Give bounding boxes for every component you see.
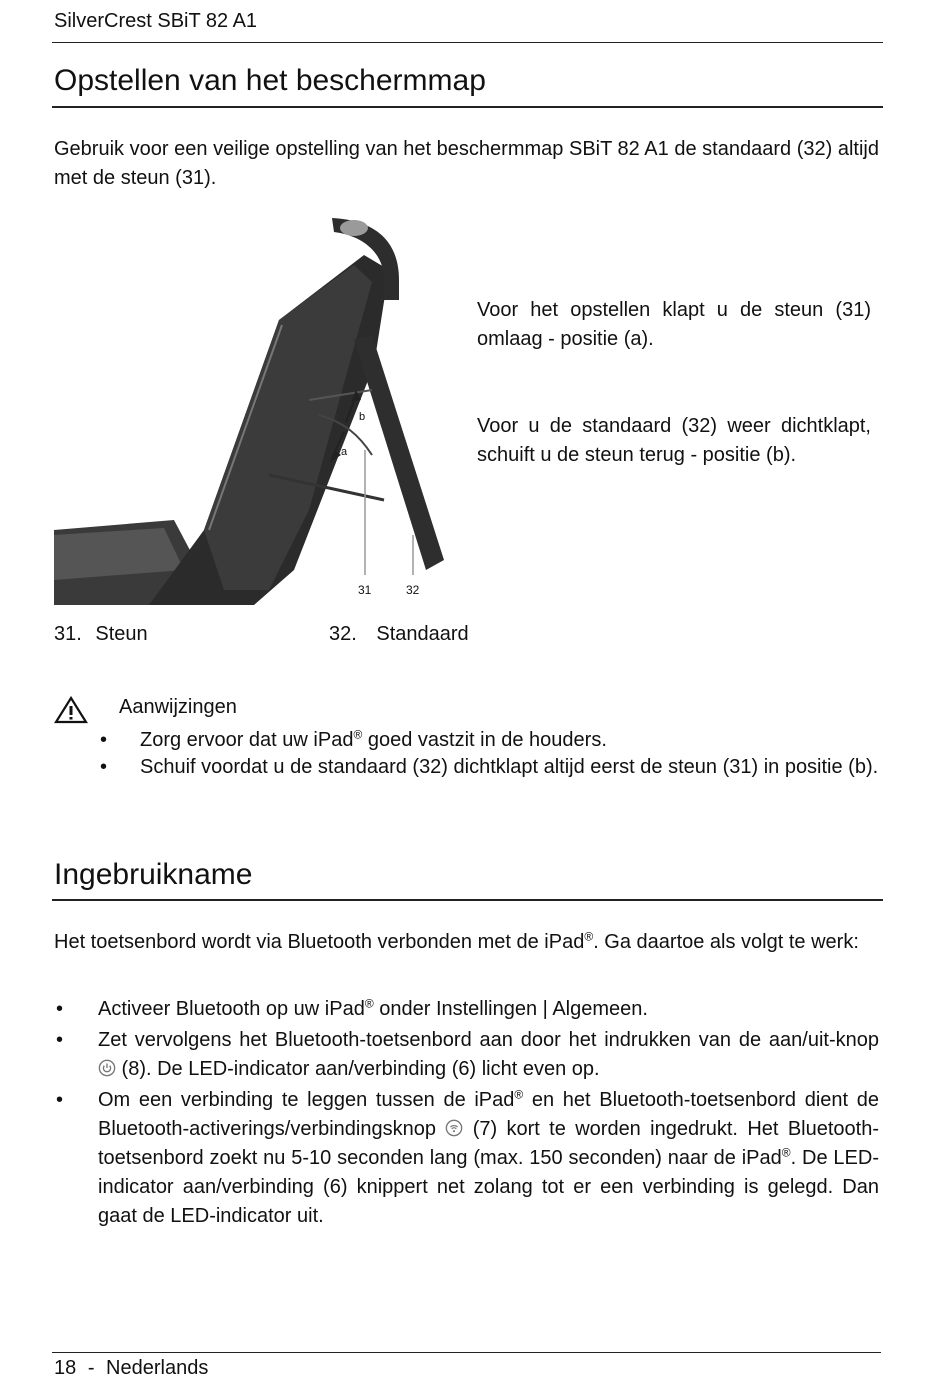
list-item <box>56 1026 879 1086</box>
side-text-1: Voor het opstellen klapt u de steun (31) omlaag - positie (a). <box>477 299 871 350</box>
section-heading-opstellen: Opstellen van het beschermmap <box>54 64 486 97</box>
caption-31 <box>54 623 148 646</box>
figure-label-a: a <box>341 446 348 458</box>
callout-32: 32 <box>406 583 420 597</box>
list-item-text: Activeer Bluetooth op uw iPad® onder Instellingen | Algemeen. <box>98 996 648 1020</box>
page-number: 18 <box>54 1357 77 1379</box>
footer-rule <box>52 1352 881 1353</box>
section-rule <box>52 106 883 108</box>
section-heading-ingebruikname: Ingebruikname <box>54 858 253 891</box>
caption-31-label: Steun <box>95 623 148 645</box>
bullet-dot: • <box>56 1089 64 1111</box>
page-footer <box>54 1357 208 1380</box>
list-item-text: Zet vervolgens het Bluetooth-toetsenbord aan door het indrukken van de aan/uit-knop (8). De LED-indicator aan/verbinding (6) licht even op. <box>98 1029 879 1080</box>
document-header: SilverCrest SBiT 82 A1 <box>54 10 258 32</box>
stand-32 <box>354 335 444 570</box>
bullet-dot: • <box>100 729 108 751</box>
list-item <box>56 995 879 1024</box>
ingebruikname-intro: Het toetsenbord wordt via Bluetooth verbonden met de iPad®. Ga daartoe als volgt te werk: <box>54 929 859 953</box>
list-item-text: Om een verbinding te leggen tussen de iPad® en het Bluetooth-toetsenbord dient de Bluetooth-activerings/verbindingsknop (7) kort te worden ingedrukt. Het Bluetooth-toetsenbord zoekt nu 5-10 seconden lang (max. 150 seconden) naar de iPad®. De LED-indicator aan/verbinding (6) knippert net zolang tot er een verbinding is gelegd. Dan gaat de LED-indicator uit. <box>98 1087 879 1227</box>
figure-label-b: b <box>359 411 366 423</box>
note-item <box>100 727 879 754</box>
footer-language: Nederlands <box>106 1357 209 1379</box>
bullet-dot: • <box>100 756 108 778</box>
caption-31-number: 31. <box>54 623 82 645</box>
caption-32-label: Standaard <box>376 623 469 645</box>
bullet-dot: • <box>56 998 64 1020</box>
caption-32-number: 32. <box>329 623 357 645</box>
note-item-text: Zorg ervoor dat uw iPad® goed vastzit in de houders. <box>140 727 607 751</box>
caption-32 <box>329 623 469 646</box>
note-item <box>100 754 879 808</box>
product-photo <box>54 210 454 605</box>
warning-icon <box>54 696 88 724</box>
bullet-dot: • <box>56 1029 64 1051</box>
notes-title: Aanwijzingen <box>119 696 237 718</box>
power-icon <box>98 1059 116 1077</box>
note-item-text: Schuif voordat u de standaard (32) dichtklapt altijd eerst de steun (31) in positie (b). <box>140 756 879 778</box>
footer-separator: - <box>87 1357 95 1379</box>
intro-paragraph: Gebruik voor een veilige opstelling van het beschermmap SBiT 82 A1 de standaard (32) altijd met de steun (31). <box>54 138 879 189</box>
bluetooth-connect-icon <box>445 1119 463 1137</box>
side-text-2: Voor u de standaard (32) weer dichtklapt, schuift u de steun terug - positie (b). <box>477 415 871 466</box>
section-rule <box>52 899 883 901</box>
list-item <box>56 1086 879 1236</box>
callout-31: 31 <box>358 583 372 597</box>
header-rule <box>52 42 883 43</box>
